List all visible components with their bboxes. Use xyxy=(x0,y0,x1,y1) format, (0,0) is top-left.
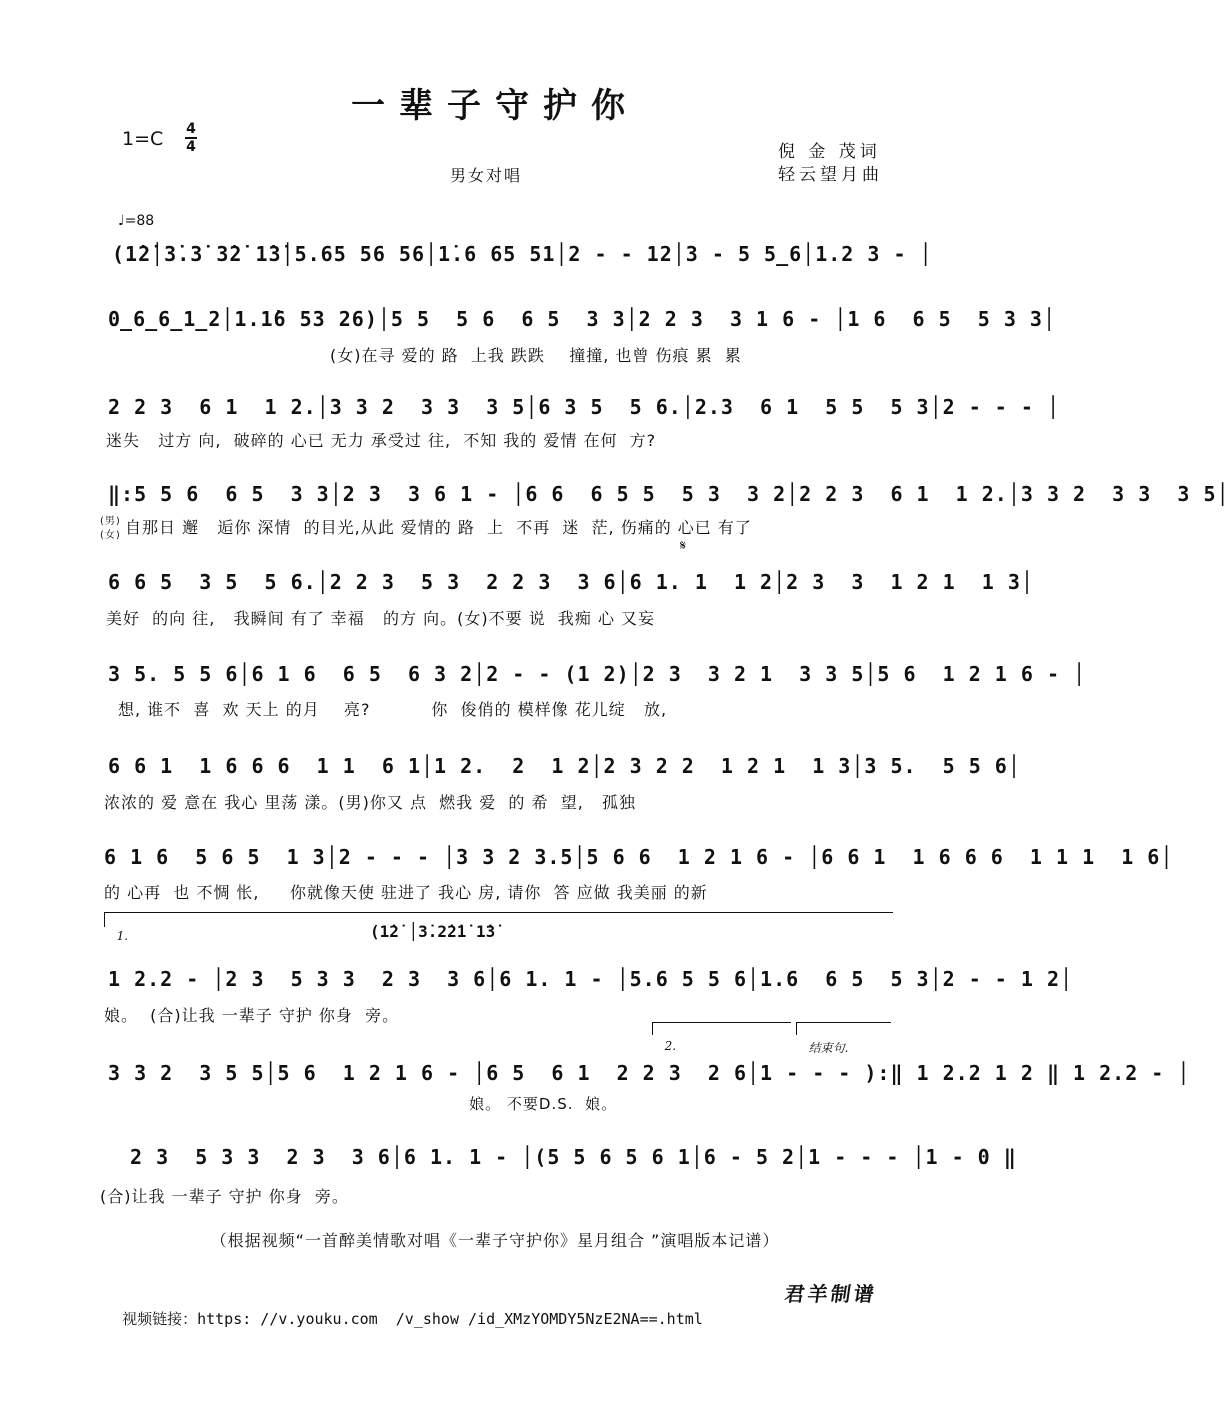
ending-label: 结束句. xyxy=(808,1041,849,1055)
time-signature-top: 4 xyxy=(186,121,196,137)
volta-2-label: 2. xyxy=(664,1039,677,1053)
score-system-8-lyrics: 的 心再 也 不惆 怅, 你就像天使 驻进了 我心 房, 请你 答 应做 我美丽 的新 xyxy=(104,883,708,902)
time-signature xyxy=(185,122,197,154)
score-system-3-notes: 2 2 3 6 1 1 2.│3 3 2 3 3 3 5│6 3 5 5 6.│2.3 6 1 5 5 5 3│2 - - - │ xyxy=(108,395,1060,419)
ending-bracket xyxy=(796,1022,891,1055)
video-link-label: 视频链接： xyxy=(122,1310,198,1328)
score-system-7-lyrics: 浓浓的 爱 意在 我心 里荡 漾。(男)你又 点 燃我 爱 的 希 望, 孤独 xyxy=(104,793,637,812)
score-system-2-notes: 0̲6̲6̲1̲2│1.1̇6 53 26)│5 5 5 6 6 5 3 3│2 2 3 3 1 6 - │1 6 6 5 5 3 3│ xyxy=(108,307,1056,331)
tempo-marking: ♩=88 xyxy=(118,213,155,229)
performance-subtitle: 男女对唱 xyxy=(450,166,523,185)
score-system-7-notes: 6 6 1 1 6 6 6 1 1 6 1│1 2. 2 1 2│2 3 2 2 1 2 1 1 3│3 5. 5 5 6│ xyxy=(108,754,1021,778)
score-system-5-notes: 6 6 5 3 5 5 6.│2 2 3 5 3 2 2 3 3 6│6 1. 1 1 2│2 3 3 1 2 1 1 3│ xyxy=(108,570,1034,594)
score-system-10-lyrics: 娘。 不要D.S. 娘。 xyxy=(100,1095,618,1113)
score-system-9-notes: 1 2.2 - │2 3 5 3 3 2 3 3 6│6 1. 1 - │5.6 5 5 6│1.6 6 5 5 3│2 - - 1 2│ xyxy=(108,967,1074,991)
score-system-4-notes: ‖:5 5 6 6 5 3 3│2 3 3 6 1 - │6 6 6 5 5 5 3 3 2│2 2 3 6 1 1 2.│3 3 2 3 3 3 5│ xyxy=(108,482,1230,506)
time-signature-bottom: 4 xyxy=(186,139,196,155)
score-system-6-lyrics: 想, 谁不 喜 欢 天上 的月 亮? 你 俊俏的 模样像 花儿绽 放, xyxy=(118,700,668,719)
score-system-1-notes: (1̇2̇│3̇.3̇ 3̇2̇ 1̇3̇│5.65 56 56│1̇.6 65 51│2 - - 12│3 - 5 5̲6│1.2 3 - │ xyxy=(112,242,933,266)
key-signature: 1=C xyxy=(122,128,164,150)
video-link-url: https: //v.youku.com /v_show /id_XMzYOMDY5NzE2NA==.html xyxy=(197,1310,703,1328)
ossia-notes: (1̇2̇ │3̇.2̇2̇1̇ 1̇3̇ xyxy=(370,922,496,941)
score-system-5-lyrics: 美好 的向 往, 我瞬间 有了 幸福 的方 向。(女)不要 说 我痴 心 又妄 xyxy=(106,609,656,628)
score-system-6-notes: 3 5. 5 5 6│6 1 6 6 5 6 3 2│2 - - (1 2)│2 3 3 2 1 3 3 5│5 6 1 2 1 6 - │ xyxy=(108,662,1087,686)
lyricist-credit: 倪 金 茂词 xyxy=(778,142,881,162)
score-system-4-lyrics: 自那日 邂 逅你 深情 的目光,从此 爱情的 路 上 不再 迷 茫, 伤痛的 心已 有了 xyxy=(125,518,752,537)
voice-label-male: (男) xyxy=(100,516,121,527)
score-system-9-lyrics: 娘。 (合)让我 一辈子 守护 你身 旁。 xyxy=(104,1006,400,1025)
volta-2-bracket xyxy=(652,1022,791,1053)
score-system-2-lyrics: (女)在寻 爱的 路 上我 跌跌 撞撞, 也曾 伤痕 累 累 xyxy=(330,346,742,365)
volta-1-label: 1. xyxy=(116,929,129,943)
score-system-8-notes: 6 1 6 5 6 5 1 3│2 - - - │3 3 2 3.5│5 6 6 1 2 1 6 - │6 6 1 1 6 6 6 1 1 1 1 6│ xyxy=(104,845,1174,869)
voice-label-female: (女) xyxy=(100,530,121,541)
score-system-11-notes: 2 3 5 3 3 2 3 3 6│6 1. 1 - │(5 5 6 5 6 1│6 - 5 2│1 - - - │1 - 0 ‖ xyxy=(130,1145,1017,1169)
song-title: 一辈子守护你 xyxy=(351,86,639,126)
score-system-10-notes: 3 3 2 3 5 5│5 6 1 2 1 6 - │6 5 6 1 2 2 3 2 6│1 - - - ):‖ 1 2.2 1 2 ‖ 1 2.2 - │ xyxy=(108,1061,1191,1085)
transcriber-signature: 君羊制谱 xyxy=(783,1282,879,1306)
video-link xyxy=(104,1290,703,1329)
segno-sign: 𝄋 xyxy=(680,538,687,554)
source-note: （根据视频“一首醉美情歌对唱《一辈子守护你》星月组合 ”演唱版本记谱） xyxy=(210,1231,780,1250)
score-system-3-lyrics: 迷失 过方 向, 破碎的 心已 无力 承受过 往, 不知 我的 爱情 在何 方? xyxy=(106,431,657,450)
score-system-11-lyrics: (合)让我 一辈子 守护 你身 旁。 xyxy=(100,1187,349,1206)
composer-credit: 轻云望月曲 xyxy=(778,165,883,185)
